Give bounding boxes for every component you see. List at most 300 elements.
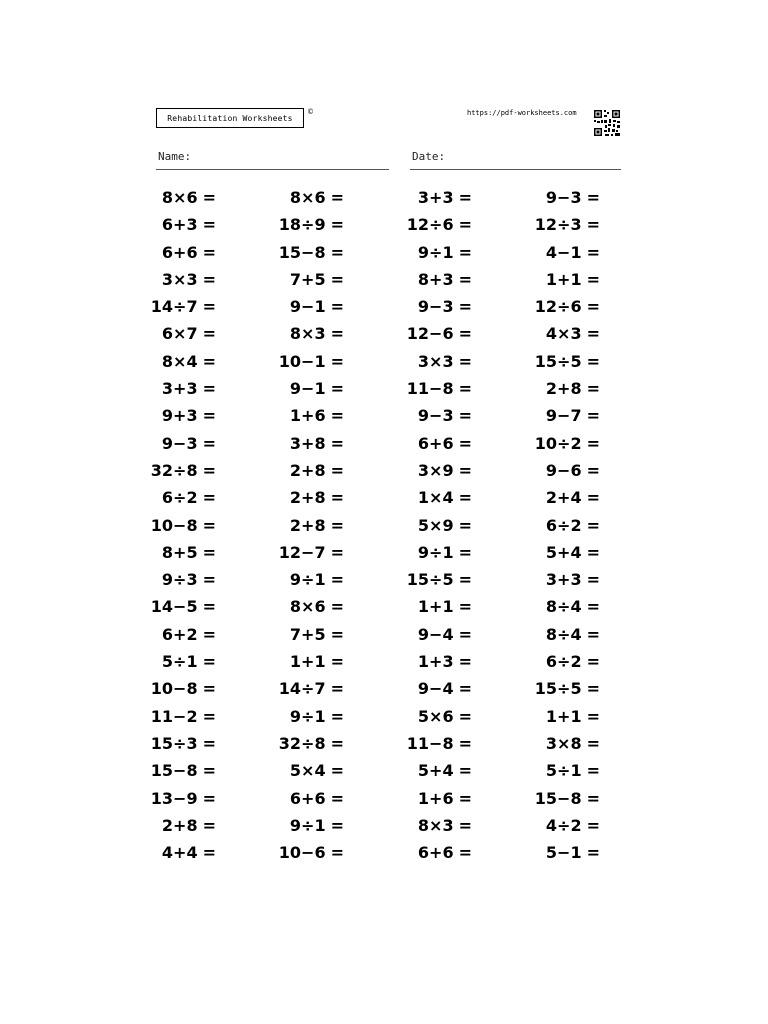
problem-expression: 12−7 xyxy=(278,542,326,562)
equals-sign: = xyxy=(202,406,216,426)
problem-expression: 5×4 xyxy=(289,761,326,781)
problem-expression: 8+5 xyxy=(161,542,198,562)
equals-sign: = xyxy=(586,597,600,617)
equals-sign: = xyxy=(330,488,344,508)
problem-item xyxy=(520,566,600,593)
problem-expression: 14−5 xyxy=(150,597,198,617)
problem-expression: 3×3 xyxy=(161,269,198,289)
equals-sign: = xyxy=(586,679,600,699)
problem-item xyxy=(392,593,472,620)
problem-expression: 10−1 xyxy=(278,351,326,371)
equals-sign: = xyxy=(458,815,472,835)
equals-sign: = xyxy=(330,379,344,399)
equals-sign: = xyxy=(202,460,216,480)
problem-item xyxy=(136,375,216,402)
equals-sign: = xyxy=(458,379,472,399)
equals-sign: = xyxy=(458,406,472,426)
problem-item xyxy=(392,484,472,511)
problem-expression: 8÷4 xyxy=(545,624,582,644)
equals-sign: = xyxy=(586,488,600,508)
problem-item xyxy=(136,402,216,429)
problem-expression: 15−8 xyxy=(150,761,198,781)
problem-item xyxy=(392,785,472,812)
problem-expression: 15÷3 xyxy=(150,733,198,753)
equals-sign: = xyxy=(586,624,600,644)
problem-expression: 1+1 xyxy=(545,706,582,726)
problem-item xyxy=(520,348,600,375)
equals-sign: = xyxy=(202,379,216,399)
problem-item xyxy=(520,484,600,511)
equals-sign: = xyxy=(586,843,600,863)
problem-item xyxy=(392,566,472,593)
problem-expression: 3+3 xyxy=(545,570,582,590)
problem-expression: 14÷7 xyxy=(278,679,326,699)
problem-expression: 6+3 xyxy=(161,215,198,235)
problem-item xyxy=(520,839,600,866)
problem-expression: 3+3 xyxy=(161,379,198,399)
equals-sign: = xyxy=(202,242,216,262)
problem-item xyxy=(392,457,472,484)
problem-item xyxy=(520,211,600,238)
equals-sign: = xyxy=(202,515,216,535)
equals-sign: = xyxy=(586,761,600,781)
problem-item xyxy=(392,730,472,757)
equals-sign: = xyxy=(458,788,472,808)
equals-sign: = xyxy=(458,215,472,235)
problem-item xyxy=(264,566,344,593)
equals-sign: = xyxy=(202,297,216,317)
problem-item xyxy=(136,293,216,320)
equals-sign: = xyxy=(202,215,216,235)
equals-sign: = xyxy=(458,351,472,371)
problem-expression: 4÷2 xyxy=(545,815,582,835)
problem-item xyxy=(136,812,216,839)
equals-sign: = xyxy=(330,215,344,235)
problem-item xyxy=(264,539,344,566)
problem-expression: 2+4 xyxy=(545,488,582,508)
problem-item xyxy=(392,184,472,211)
problem-expression: 4−1 xyxy=(545,242,582,262)
equals-sign: = xyxy=(330,843,344,863)
problem-item xyxy=(392,320,472,347)
problem-expression: 8×4 xyxy=(161,351,198,371)
problem-expression: 9÷1 xyxy=(289,706,326,726)
problem-expression: 8+3 xyxy=(417,269,454,289)
equals-sign: = xyxy=(202,188,216,207)
problem-expression: 9÷1 xyxy=(417,242,454,262)
problem-item xyxy=(264,430,344,457)
problem-expression: 6÷2 xyxy=(545,652,582,672)
problem-column-1 xyxy=(136,184,216,866)
problem-expression: 4+4 xyxy=(161,843,198,863)
equals-sign: = xyxy=(330,679,344,699)
problem-item xyxy=(520,184,600,211)
problem-item xyxy=(520,457,600,484)
problem-expression: 2+8 xyxy=(289,488,326,508)
problem-column-4 xyxy=(520,184,600,866)
equals-sign: = xyxy=(330,515,344,535)
problem-expression: 7+5 xyxy=(289,269,326,289)
equals-sign: = xyxy=(586,433,600,453)
equals-sign: = xyxy=(202,269,216,289)
problem-item xyxy=(136,348,216,375)
problem-item xyxy=(264,293,344,320)
problem-expression: 1+6 xyxy=(289,406,326,426)
problem-item xyxy=(392,703,472,730)
problem-expression: 32÷8 xyxy=(278,733,326,753)
equals-sign: = xyxy=(330,242,344,262)
problem-expression: 9+3 xyxy=(161,406,198,426)
problem-item xyxy=(392,375,472,402)
problem-item xyxy=(264,402,344,429)
problem-item xyxy=(264,375,344,402)
problem-item xyxy=(520,703,600,730)
problem-item xyxy=(520,430,600,457)
problem-expression: 12÷6 xyxy=(534,297,582,317)
equals-sign: = xyxy=(458,843,472,863)
equals-sign: = xyxy=(330,652,344,672)
problem-item xyxy=(264,675,344,702)
problem-expression: 2+8 xyxy=(289,460,326,480)
problem-expression: 8×6 xyxy=(161,188,198,207)
problem-item xyxy=(136,675,216,702)
problem-expression: 3+3 xyxy=(417,188,454,207)
problem-item xyxy=(392,348,472,375)
equals-sign: = xyxy=(202,324,216,344)
problem-expression: 2+8 xyxy=(289,515,326,535)
problem-expression: 3×3 xyxy=(417,351,454,371)
problem-expression: 4×3 xyxy=(545,324,582,344)
equals-sign: = xyxy=(330,460,344,480)
problem-expression: 9−4 xyxy=(417,679,454,699)
problem-expression: 6+6 xyxy=(289,788,326,808)
problem-expression: 9−3 xyxy=(161,433,198,453)
problem-expression: 9−3 xyxy=(545,188,582,207)
problem-expression: 8×3 xyxy=(417,815,454,835)
problem-item xyxy=(392,648,472,675)
problem-expression: 15÷5 xyxy=(534,679,582,699)
problem-item xyxy=(264,239,344,266)
equals-sign: = xyxy=(330,406,344,426)
problem-expression: 11−8 xyxy=(406,733,454,753)
problem-expression: 1+1 xyxy=(545,269,582,289)
equals-sign: = xyxy=(458,761,472,781)
equals-sign: = xyxy=(330,324,344,344)
equals-sign: = xyxy=(202,542,216,562)
worksheet-title: Rehabilitation Worksheets xyxy=(156,108,304,128)
problem-item xyxy=(136,593,216,620)
problem-item xyxy=(520,266,600,293)
problem-item xyxy=(136,703,216,730)
problem-expression: 8×3 xyxy=(289,324,326,344)
equals-sign: = xyxy=(586,788,600,808)
equals-sign: = xyxy=(586,542,600,562)
problem-item xyxy=(520,402,600,429)
problem-item xyxy=(264,484,344,511)
problem-item xyxy=(264,812,344,839)
problem-item xyxy=(264,730,344,757)
equals-sign: = xyxy=(458,542,472,562)
problem-item xyxy=(136,484,216,511)
equals-sign: = xyxy=(202,843,216,863)
problem-item xyxy=(392,266,472,293)
name-label: Name: xyxy=(158,150,192,163)
problem-item xyxy=(136,839,216,866)
problem-expression: 5÷1 xyxy=(161,652,198,672)
equals-sign: = xyxy=(330,269,344,289)
problem-expression: 6+2 xyxy=(161,624,198,644)
problem-expression: 8×6 xyxy=(289,597,326,617)
equals-sign: = xyxy=(586,379,600,399)
problem-expression: 5−1 xyxy=(545,843,582,863)
qr-code-icon xyxy=(593,109,621,137)
problem-item xyxy=(392,239,472,266)
equals-sign: = xyxy=(202,761,216,781)
problem-expression: 10−6 xyxy=(278,843,326,863)
date-label: Date: xyxy=(412,150,446,163)
problem-item xyxy=(392,512,472,539)
equals-sign: = xyxy=(202,679,216,699)
problem-column-2 xyxy=(264,184,344,866)
problem-expression: 6÷2 xyxy=(161,488,198,508)
problem-expression: 7+5 xyxy=(289,624,326,644)
equals-sign: = xyxy=(330,761,344,781)
problem-expression: 5×6 xyxy=(417,706,454,726)
equals-sign: = xyxy=(330,433,344,453)
problem-item xyxy=(392,675,472,702)
problem-expression: 6×7 xyxy=(161,324,198,344)
problem-item xyxy=(136,539,216,566)
equals-sign: = xyxy=(330,188,344,207)
problem-expression: 1×4 xyxy=(417,488,454,508)
equals-sign: = xyxy=(202,815,216,835)
equals-sign: = xyxy=(586,406,600,426)
problem-expression: 6÷2 xyxy=(545,515,582,535)
problem-expression: 9−3 xyxy=(417,297,454,317)
problem-expression: 9−4 xyxy=(417,624,454,644)
problem-item xyxy=(264,648,344,675)
problem-item xyxy=(520,675,600,702)
equals-sign: = xyxy=(330,570,344,590)
problem-item xyxy=(264,839,344,866)
problem-column-3 xyxy=(392,184,472,866)
problem-expression: 9−1 xyxy=(289,297,326,317)
problem-item xyxy=(520,239,600,266)
equals-sign: = xyxy=(458,652,472,672)
equals-sign: = xyxy=(458,433,472,453)
problem-item xyxy=(264,593,344,620)
problem-expression: 6+6 xyxy=(417,843,454,863)
problem-item xyxy=(520,539,600,566)
problem-item xyxy=(136,512,216,539)
equals-sign: = xyxy=(586,706,600,726)
date-field[interactable] xyxy=(410,150,621,170)
problem-expression: 1+1 xyxy=(417,597,454,617)
problem-item xyxy=(264,320,344,347)
equals-sign: = xyxy=(586,269,600,289)
problem-expression: 12÷3 xyxy=(534,215,582,235)
equals-sign: = xyxy=(202,788,216,808)
equals-sign: = xyxy=(458,570,472,590)
problem-item xyxy=(520,757,600,784)
problem-expression: 12÷6 xyxy=(406,215,454,235)
problem-expression: 2+8 xyxy=(545,379,582,399)
problem-item xyxy=(136,730,216,757)
problem-expression: 18÷9 xyxy=(278,215,326,235)
equals-sign: = xyxy=(586,297,600,317)
problem-item xyxy=(392,812,472,839)
equals-sign: = xyxy=(202,706,216,726)
equals-sign: = xyxy=(458,733,472,753)
problem-item xyxy=(520,621,600,648)
problem-expression: 11−8 xyxy=(406,379,454,399)
problem-item xyxy=(520,785,600,812)
problem-item xyxy=(392,430,472,457)
problem-item xyxy=(264,184,344,211)
problem-item xyxy=(136,621,216,648)
problem-expression: 8×6 xyxy=(289,188,326,207)
equals-sign: = xyxy=(586,515,600,535)
problem-item xyxy=(136,648,216,675)
equals-sign: = xyxy=(458,460,472,480)
problem-expression: 6+6 xyxy=(161,242,198,262)
equals-sign: = xyxy=(202,351,216,371)
equals-sign: = xyxy=(330,733,344,753)
equals-sign: = xyxy=(330,815,344,835)
equals-sign: = xyxy=(202,570,216,590)
problem-item xyxy=(520,730,600,757)
problem-expression: 10−8 xyxy=(150,515,198,535)
equals-sign: = xyxy=(458,242,472,262)
equals-sign: = xyxy=(330,351,344,371)
problem-expression: 9÷1 xyxy=(417,542,454,562)
problem-expression: 2+8 xyxy=(161,815,198,835)
problem-expression: 10÷2 xyxy=(534,433,582,453)
problem-item xyxy=(264,785,344,812)
equals-sign: = xyxy=(586,188,600,207)
equals-sign: = xyxy=(330,597,344,617)
problem-item xyxy=(264,457,344,484)
problem-expression: 8÷4 xyxy=(545,597,582,617)
problem-expression: 1+3 xyxy=(417,652,454,672)
equals-sign: = xyxy=(202,733,216,753)
problem-item xyxy=(392,293,472,320)
problem-expression: 9−3 xyxy=(417,406,454,426)
problem-item xyxy=(136,566,216,593)
problem-item xyxy=(264,703,344,730)
problem-item xyxy=(136,320,216,347)
problem-expression: 3×8 xyxy=(545,733,582,753)
problem-item xyxy=(264,266,344,293)
problem-expression: 5+4 xyxy=(545,542,582,562)
equals-sign: = xyxy=(586,733,600,753)
problem-expression: 1+6 xyxy=(417,788,454,808)
problem-expression: 5÷1 xyxy=(545,761,582,781)
name-field[interactable] xyxy=(156,150,389,170)
equals-sign: = xyxy=(458,679,472,699)
equals-sign: = xyxy=(458,597,472,617)
equals-sign: = xyxy=(458,706,472,726)
problem-expression: 12−6 xyxy=(406,324,454,344)
equals-sign: = xyxy=(458,488,472,508)
problem-item xyxy=(520,293,600,320)
problem-expression: 10−8 xyxy=(150,679,198,699)
problem-expression: 15÷5 xyxy=(534,351,582,371)
equals-sign: = xyxy=(458,515,472,535)
problem-expression: 5×9 xyxy=(417,515,454,535)
problem-item xyxy=(392,621,472,648)
problem-item xyxy=(520,648,600,675)
problem-item xyxy=(264,348,344,375)
equals-sign: = xyxy=(202,433,216,453)
equals-sign: = xyxy=(202,652,216,672)
problem-item xyxy=(136,266,216,293)
problem-item xyxy=(136,757,216,784)
problem-item xyxy=(520,512,600,539)
equals-sign: = xyxy=(458,297,472,317)
problem-item xyxy=(392,402,472,429)
problem-expression: 3+8 xyxy=(289,433,326,453)
equals-sign: = xyxy=(330,542,344,562)
equals-sign: = xyxy=(458,624,472,644)
equals-sign: = xyxy=(586,570,600,590)
equals-sign: = xyxy=(330,297,344,317)
problem-item xyxy=(520,320,600,347)
problem-expression: 32÷8 xyxy=(150,460,198,480)
problem-item xyxy=(264,621,344,648)
problem-expression: 1+1 xyxy=(289,652,326,672)
problem-item xyxy=(520,593,600,620)
equals-sign: = xyxy=(330,706,344,726)
problem-expression: 11−2 xyxy=(150,706,198,726)
problem-item xyxy=(136,430,216,457)
problem-expression: 5+4 xyxy=(417,761,454,781)
problem-expression: 9−7 xyxy=(545,406,582,426)
problem-item xyxy=(136,785,216,812)
problem-expression: 13−9 xyxy=(150,788,198,808)
problem-expression: 9÷1 xyxy=(289,570,326,590)
copyright-mark: © xyxy=(307,108,314,116)
problem-expression: 9÷1 xyxy=(289,815,326,835)
equals-sign: = xyxy=(458,269,472,289)
problem-expression: 15−8 xyxy=(534,788,582,808)
site-url[interactable]: https://pdf-worksheets.com xyxy=(467,109,577,117)
equals-sign: = xyxy=(202,624,216,644)
problem-item xyxy=(392,839,472,866)
equals-sign: = xyxy=(586,460,600,480)
problem-expression: 15−8 xyxy=(278,242,326,262)
equals-sign: = xyxy=(586,215,600,235)
problem-item xyxy=(136,239,216,266)
equals-sign: = xyxy=(586,815,600,835)
problem-expression: 14÷7 xyxy=(150,297,198,317)
equals-sign: = xyxy=(202,488,216,508)
problem-item xyxy=(136,457,216,484)
problem-item xyxy=(392,211,472,238)
problem-item xyxy=(136,211,216,238)
equals-sign: = xyxy=(586,242,600,262)
problem-expression: 9−1 xyxy=(289,379,326,399)
problem-item xyxy=(136,184,216,211)
problem-item xyxy=(520,812,600,839)
equals-sign: = xyxy=(586,351,600,371)
problem-item xyxy=(520,375,600,402)
problem-expression: 9÷3 xyxy=(161,570,198,590)
equals-sign: = xyxy=(586,324,600,344)
equals-sign: = xyxy=(586,652,600,672)
equals-sign: = xyxy=(458,324,472,344)
problem-item xyxy=(264,757,344,784)
